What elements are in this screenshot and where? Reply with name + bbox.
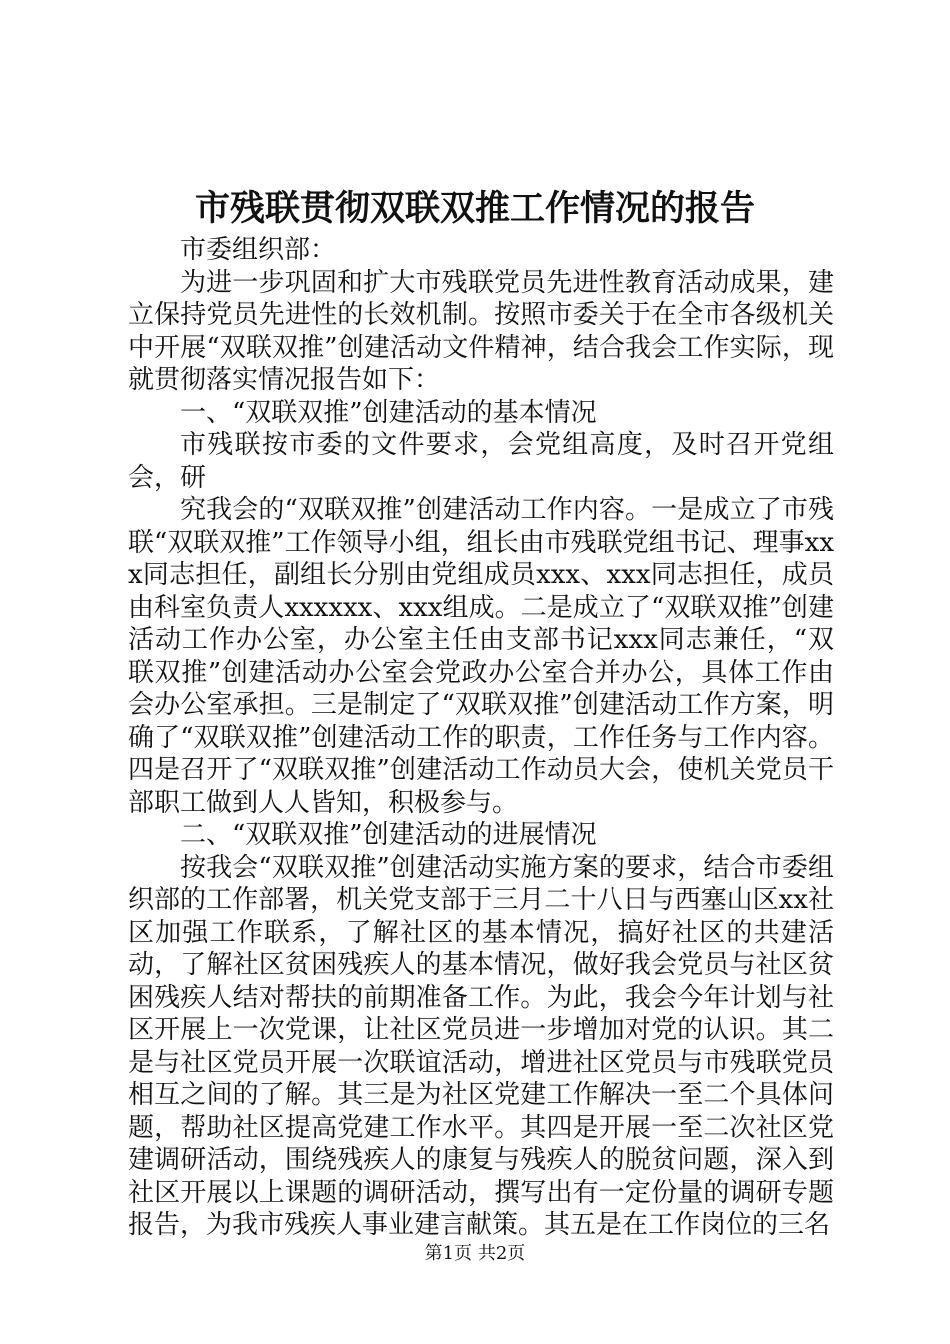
body-paragraph: 市残联按市委的文件要求，会党组高度，及时召开党组会，研 <box>128 430 834 493</box>
intro-paragraph: 为进一步巩固和扩大市残联党员先进性教育活动成果，建立保持党员先进性的长效机制。按照市委关于在全市各级机关中开展“双联双推”创建活动文件精神，结合我会工作实际，现就贯彻落实情况报告如下： <box>128 267 834 395</box>
section-heading-1: 一、“双联双推”创建活动的基本情况 <box>180 397 597 428</box>
body-paragraph: 按我会“双联双推”创建活动实施方案的要求，结合市委组织部的工作部署，机关党支部于三月二十八日与西塞山区xx社区加强工作联系，了解社区的基本情况，搞好社区的共建活动，了解社区贫困残疾人的基本情况，做好我会党员与社区贫困残疾人结对帮扶的前期准备工作。为此，我会今年计划与社区开展上一次党课，让社区党员进一步增加对党的认识。其二是与社区党员开展一次联谊活动，增进社区党员与市残联党员相互之间的了解。其三是为社区党建工作解决一至二个具体问题，帮助社区提高党建工作水平。其四是开展一至二次社区党建调研活动，围绕残疾人的康复与残疾人的脱贫问题，深入到社区开展以上课题的调研活动，撰写出有一定份量的调研专题报告，为我市残疾人事业建言献策。其五是在工作岗位的三名 <box>128 852 834 1240</box>
body-paragraph: 究我会的“双联双推”创建活动工作内容。一是成立了市残联“双联双推”工作领导小组，组长由市残联党组书记、理事xxx同志担任，副组长分别由党组成员xxx、xxx同志担任，成员由科室负责人xxxxxx、xxx组成。二是成立了“双联双推”创建活动工作办公室，办公室主任由支部书记xxx同志兼任，“双联双推”创建活动办公室会党政办公室合并办公，具体工作由会办公室承担。三是制定了“双联双推”创建活动工作方案，明确了“双联双推”创建活动工作的职责，工作任务与工作内容。四是召开了“双联双推”创建活动工作动员大会，使机关党员干部职工做到人人皆知，积极参与。 <box>128 495 834 818</box>
page-footer: 第1页 共2页 <box>424 1243 526 1264</box>
document-title: 市残联贯彻双联双推工作情况的报告 <box>194 188 755 229</box>
section-heading-2: 二、“双联双推”创建活动的进展情况 <box>180 820 597 850</box>
document-body <box>128 234 834 1242</box>
salutation-paragraph: 市委组织部： <box>180 235 337 265</box>
